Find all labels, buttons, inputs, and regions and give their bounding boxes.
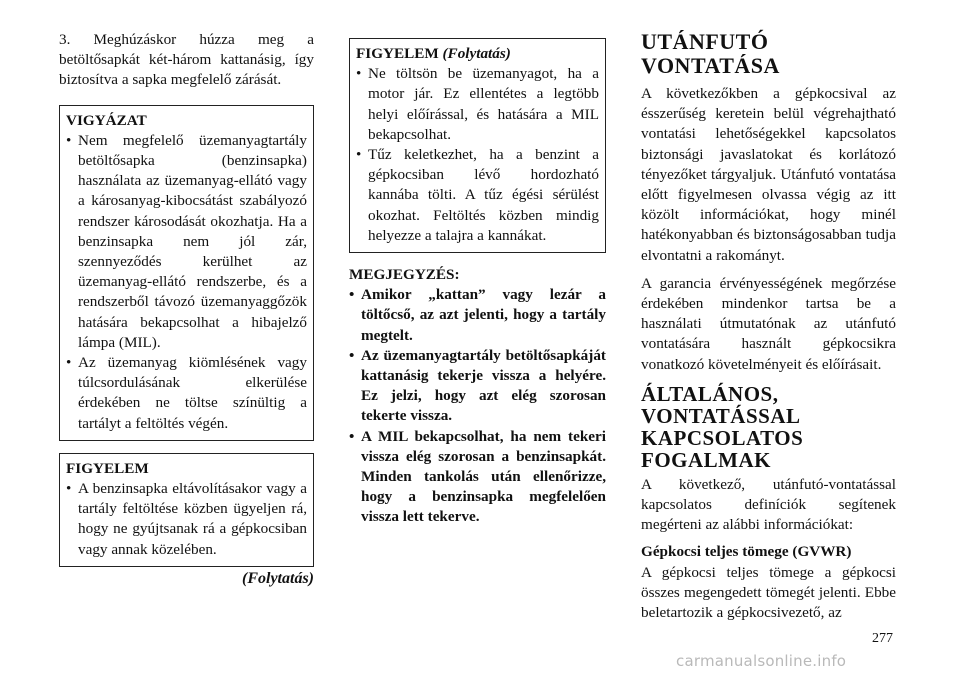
gvwr-subheading: Gépkocsi teljes tömege (GVWR) [641,543,852,561]
section-heading-definitions: ÁLTALÁNOS, VONTATÁSSAL KAPCSOLATOS FOGALMAK [641,381,804,472]
section-heading-towing: UTÁNFUTÓ VONTATÁSA [641,29,780,78]
definitions-paragraph: A következő, utánfutó-vontatással kapcsolatos definíciók segítenek megérteni az alábbi információkat: [641,475,896,534]
intro-paragraph: 3. Meghúzáskor húzza meg a betöltősapkát két-három kattanásig, így biztosítva a sapka megfelelő zárását. [59,31,314,89]
gvwr-paragraph: A gépkocsi teljes tömege a gépkocsi összes megengedett tömegét jelenti. Ebbe beletartozik a gépkocsivezető, az [641,563,896,622]
column-right [641,30,896,623]
caution-item: • Tűz keletkezhet, ha a benzint a gépkocsiban lévő hordozható kannába tölti. A tűz égési sérülést okozhat. Feltöltés közben mindig helyezze a talajra a kannákat. [356,146,599,244]
warning-item: • Az üzemanyag kiömlésének vagy túlcsordulásának elkerülése érdekében ne töltse színültig a tartályt a feltöltés végén. [66,354,307,432]
caution-box-continued [349,38,606,253]
note-list [349,285,606,527]
caution-title: FIGYELEM (Folytatás) [356,45,511,62]
caution-item: • A benzinsapka eltávolításakor vagy a tartály feltöltése közben ügyeljen rá, hogy ne gyújtsanak rá a gépkocsiban vagy annak közelében. [66,480,307,558]
column-middle [349,30,606,528]
warranty-paragraph: A garancia érvényességének megőrzése érdekében mindenkor tartsa be a használati útmutatónak az utánfutó vontatására használt gépkocsikra vonatkozó követelményeit és előírásait. [641,274,896,373]
caution-list [356,64,599,246]
warning-box [59,105,314,441]
note-title: MEGJEGYZÉS: [349,266,460,284]
warning-item: • Nem megfelelő üzemanyagtartály betöltősapka (benzinsapka) használata az üzemanyag-ellátó vagy a károsanyag-kibocsátást szabályozó rendszer károsodását okozhatja. Ha a benzinsapka nem jól zár, szennyeződés kerülhet az üzemanyag-ellátó rendszerbe, és a rendszerből távozó üzemanyaggőzök hatására bekapcsolhat a hibajelző lámpa (MIL). [66,131,307,351]
note-item: • Az üzemanyagtartály betöltősapkáját kattanásig tekerje vissza a helyére. Ez jelzi, hogy azt elég szorosan tekerte vissza. [349,346,606,425]
note-item: • Amikor „kattan” vagy lezár a töltőcső, az azt jelenti, hogy a tartály megtelt. [349,286,606,344]
caution-title: FIGYELEM [66,459,149,477]
towing-paragraph: A következőkben a gépkocsival az ésszerűség keretein belül végrehajtható vontatási lehetőségekkel kapcsolatos biztonsági javaslatokat és korlátozó tényezőket tárgyaljuk. Utánfutó vontatása előtt figyelmesen olvassa végig az itt közölt információkat, hogy minél hatékonyabban és biztonságosabban tudja elvontatni a rakományt. [641,85,896,264]
caution-list [66,479,307,560]
warning-title: VIGYÁZAT [66,111,147,129]
caution-box [59,453,314,567]
caution-title-continued: (Folytatás) [442,45,511,62]
column-left [59,30,314,589]
continued-label: (Folytatás) [242,569,314,587]
page-number: 277 [872,631,893,646]
warning-list [66,131,307,434]
watermark: carmanualsonline.info [676,652,847,670]
caution-item: • Ne töltsön be üzemanyagot, ha a motor jár. Ez ellentétes a legtöbb helyi előírással, és hatására a MIL bekapcsolhat. [356,65,599,143]
note-item: • A MIL bekapcsolhat, ha nem tekeri vissza elég szorosan a benzinsapkát. Minden tankolás után ellenőrizze, hogy a benzinsapka megfelelően vissza lett tekerve. [349,427,606,526]
